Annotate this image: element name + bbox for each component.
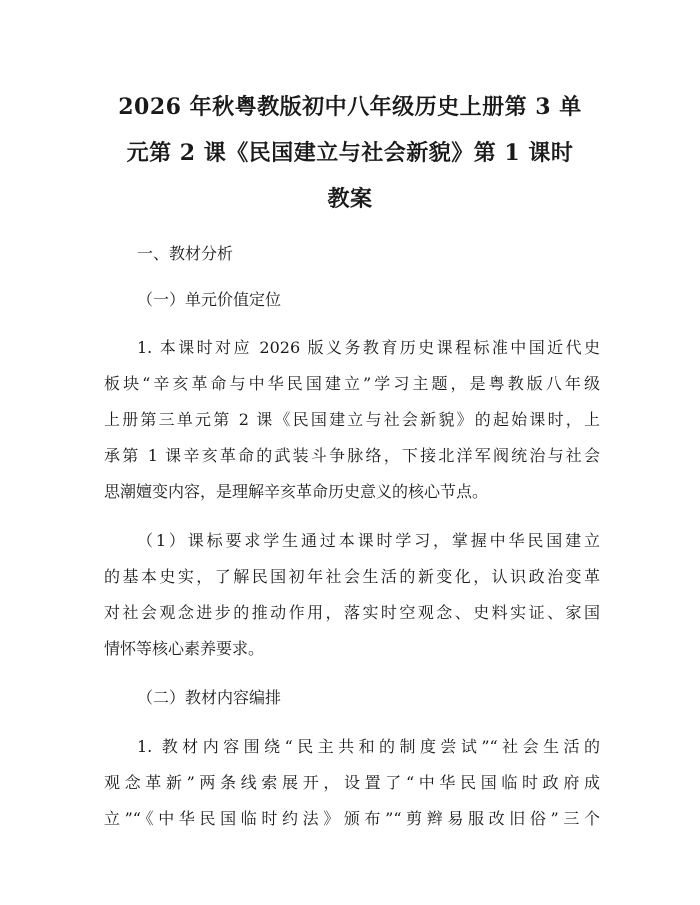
paragraph-line: 上册第三单元第 2 课《民国建立与社会新貌》的起始课时，上 <box>104 410 600 429</box>
document-title <box>100 84 600 222</box>
title-line: 元第 2 课《民国建立与社会新貌》第 1 课时 <box>126 140 574 166</box>
section-heading-textbook-analysis: 一、教材分析 <box>137 244 234 263</box>
subsection-heading-content-arrangement: （二）教材内容编排 <box>137 688 282 707</box>
paragraph-line: 板块“辛亥革命与中华民国建立”学习主题，是粤教版八年级 <box>104 374 600 393</box>
paragraph-line: 1. 教材内容围绕“民主共和的制度尝试”“社会生活的 <box>137 737 600 756</box>
subsection-heading-unit-value: （一）单元价值定位 <box>137 290 282 309</box>
paragraph-line: 立”“《中华民国临时约法》颁布”“剪辫易服改旧俗”三个 <box>104 809 600 828</box>
paragraph-line: 对社会观念进步的推动作用，落实时空观念、史料实证、家国 <box>104 603 600 622</box>
paragraph-line: 1. 本课时对应 2026 版义务教育历史课程标准中国近代史 <box>137 338 600 357</box>
title-line: 2026 年秋粤教版初中八年级历史上册第 3 单 <box>118 94 582 120</box>
paragraph-line: 观念革新”两条线索展开，设置了“中华民国临时政府成 <box>104 773 600 792</box>
paragraph-line: （1）课标要求学生通过本课时学习，掌握中华民国建立 <box>137 531 600 550</box>
paragraph-line: 情怀等核心素养要求。 <box>104 639 265 658</box>
paragraph-line: 承第 1 课辛亥革命的武装斗争脉络，下接北洋军阀统治与社会 <box>104 446 600 465</box>
paragraph-line: 思潮嬗变内容，是理解辛亥革命历史意义的核心节点。 <box>104 482 489 501</box>
title-line: 教案 <box>327 186 373 212</box>
paragraph-line: 的基本史实，了解民国初年社会生活的新变化，认识政治变革 <box>104 567 600 586</box>
